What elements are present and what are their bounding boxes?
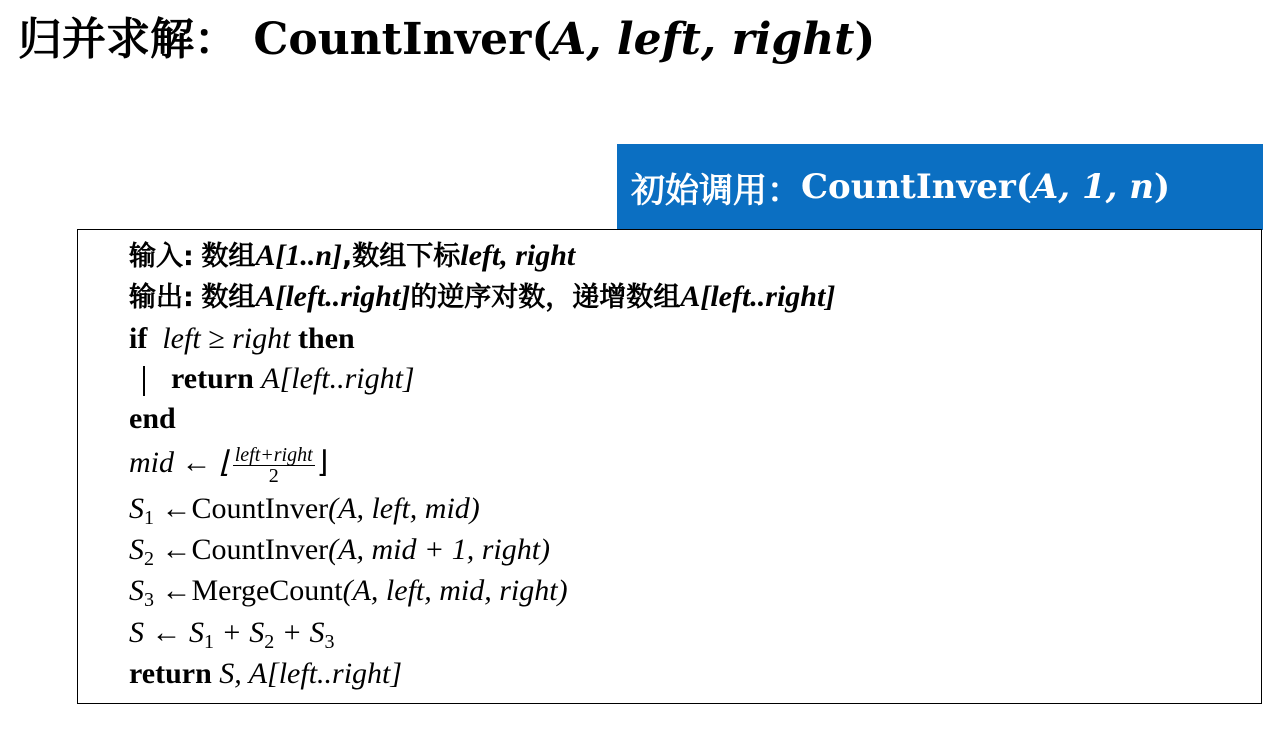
s3-var: S [129, 574, 144, 607]
algo-final-return-line [129, 654, 402, 694]
s1-func: CountInver [191, 492, 329, 525]
end-keyword: end [129, 402, 176, 435]
callout-prefix: 初始调用： [631, 170, 801, 211]
input-vars: left, right [460, 239, 576, 272]
algo-s2-line [129, 530, 550, 570]
return-keyword: return [171, 362, 254, 395]
sum-line: S ← S [129, 616, 204, 649]
title-prefix: 归并求解： [18, 14, 238, 65]
s2-args: (A, mid + 1, right) [328, 533, 551, 566]
s1-sub: 1 [144, 507, 154, 529]
algo-output-line [129, 277, 835, 318]
title-arguments: A, left, right [552, 14, 855, 65]
algo-return-line [129, 359, 415, 399]
return-value: A[left..right] [261, 362, 415, 395]
if-keyword: if [129, 322, 148, 355]
mid-numerator: left+right [234, 443, 313, 466]
title-close-paren: ) [854, 14, 876, 65]
algo-if-line [129, 319, 355, 359]
final-return-keyword: return [129, 657, 212, 690]
s3-sub: 3 [144, 589, 154, 611]
initial-call-callout [617, 144, 1263, 230]
algo-input-line [129, 236, 575, 277]
sum-plus2: + S [274, 616, 325, 649]
callout-arguments: A, 1, n [1031, 167, 1155, 207]
algo-end-line [129, 399, 176, 439]
s1-args: (A, left, mid) [328, 492, 480, 525]
s3-func: MergeCount [191, 574, 343, 607]
output-array: A[left..right] [255, 280, 411, 313]
input-array: A[1..n] [255, 239, 342, 272]
s2-arrow: ← [154, 533, 192, 566]
algo-mid-line [129, 443, 328, 486]
s2-var: S [129, 533, 144, 566]
s3-arrow: ← [154, 574, 192, 607]
output-text: 数组 [201, 282, 256, 313]
sum-sub3: 3 [324, 631, 335, 653]
block-bar [143, 366, 145, 396]
s1-var: S [129, 492, 144, 525]
output-text2: 的逆序对数，递增数组 [410, 282, 681, 313]
s3-args: (A, left, mid, right) [342, 574, 568, 607]
mid-fraction [233, 445, 315, 486]
sum-sub1: 1 [204, 631, 214, 653]
slide-title [18, 8, 875, 72]
callout-open-paren: ( [1015, 167, 1032, 207]
sum-plus1: + S [214, 616, 265, 649]
mid-lhs: mid ← ⌊ [129, 446, 231, 479]
if-condition: left ≥ right [162, 322, 291, 355]
then-keyword: then [297, 322, 355, 355]
s2-sub: 2 [144, 548, 154, 570]
algorithm-box [77, 229, 1262, 704]
title-open-paren: ( [531, 14, 553, 65]
algo-s1-line [129, 489, 480, 529]
callout-close-paren: ) [1154, 167, 1171, 207]
algo-sum-line [129, 613, 335, 653]
input-text: 数组 [201, 241, 256, 272]
s2-func: CountInver [191, 533, 329, 566]
title-function-name: CountInver [253, 14, 532, 65]
callout-function-name: CountInver [801, 167, 1016, 207]
input-label: 输入: [129, 241, 194, 272]
sum-sub2: 2 [264, 631, 275, 653]
s1-arrow: ← [154, 492, 192, 525]
input-text2: ,数组下标 [342, 241, 461, 272]
final-return-value: S, A[left..right] [219, 657, 403, 690]
output-label: 输出: [129, 282, 194, 313]
output-array2: A[left..right] [680, 280, 836, 313]
mid-denominator: 2 [268, 464, 279, 487]
mid-rhs: ⌋ [316, 446, 329, 479]
algo-s3-line [129, 571, 568, 611]
